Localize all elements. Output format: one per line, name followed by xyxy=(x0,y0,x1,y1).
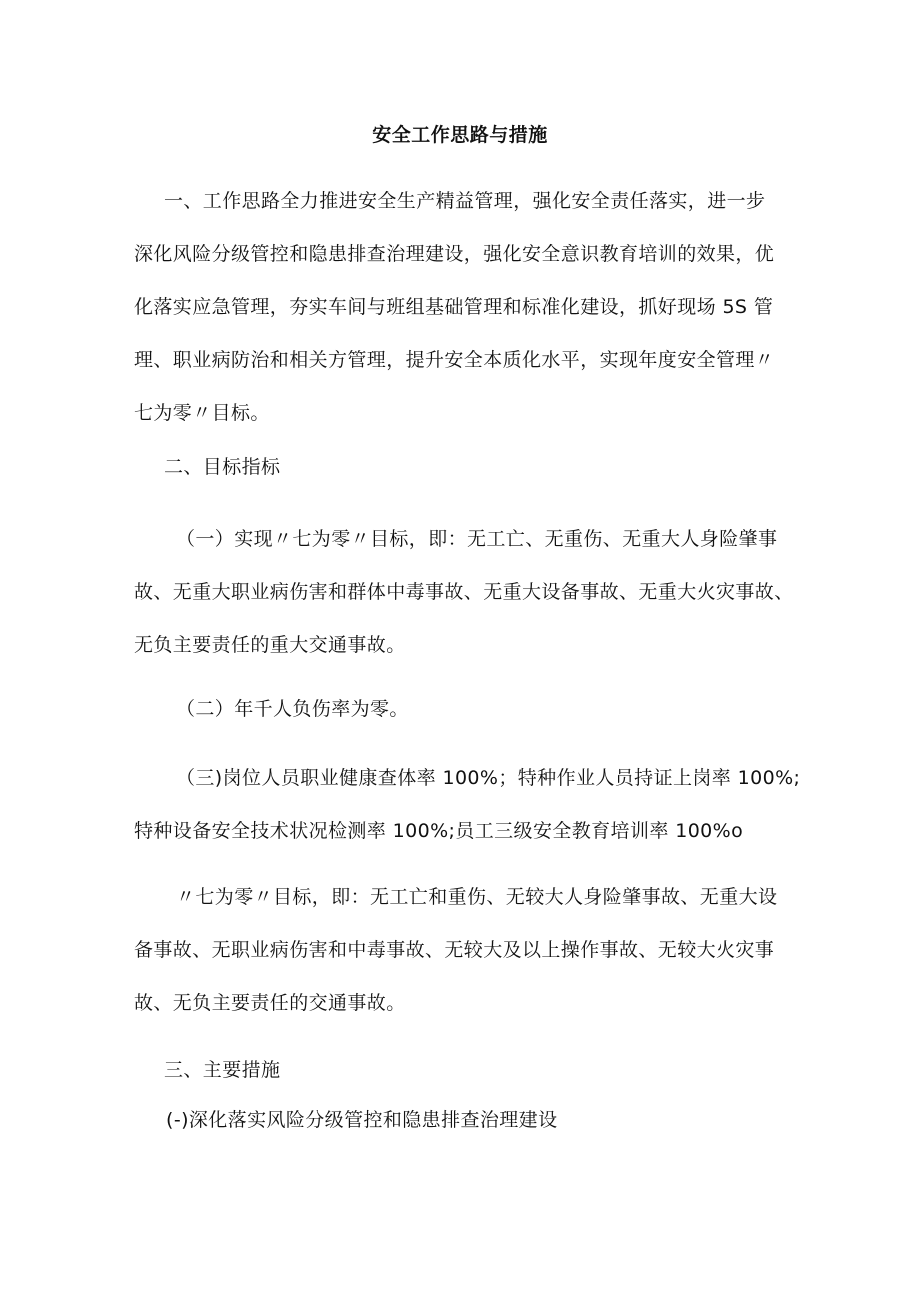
paragraph-line: 故、无重大职业病伤害和群体中毒事故、无重大设备事故、无重大火灾事故、 xyxy=(134,581,794,603)
measure-subheading-1 xyxy=(166,1094,826,1147)
paragraph-line: 备事故、无职业病伤害和中毒事故、无较大及以上操作事故、无较大火灾事 xyxy=(134,939,775,961)
paragraph-line: （二）年千人负伤率为零。 xyxy=(176,698,409,720)
paragraph-line: 特种设备安全技术状况检测率 100%;员工三级安全教育培训率 100%o xyxy=(134,820,744,842)
section-heading-measures xyxy=(164,1044,824,1097)
subheading: (-)深化落实风险分级管控和隐患排查治理建设 xyxy=(166,1109,558,1131)
paragraph-line: 理、职业病防治和相关方管理，提升安全本质化水平，实现年度安全管理〃 xyxy=(134,349,775,371)
paragraph-line: 故、无负主要责任的交通事故。 xyxy=(134,992,406,1014)
paragraph-line: 深化风险分级管控和隐患排查治理建设，强化安全意识教育培训的效果，优 xyxy=(134,243,775,265)
section-heading: 三、主要措施 xyxy=(164,1059,281,1081)
paragraph-line: 一、工作思路全力推进安全生产精益管理，强化安全责任落实，进一步 xyxy=(164,190,766,212)
target-item-1 xyxy=(134,513,796,672)
target-item-2 xyxy=(176,683,836,736)
section-work-approach xyxy=(134,175,796,440)
document-title: 安全工作思路与措施 xyxy=(372,124,548,146)
paragraph-line: 化落实应急管理，夯实车间与班组基础管理和标准化建设，抓好现场 5S 管 xyxy=(134,296,774,318)
paragraph-line: 七为零〃目标。 xyxy=(134,402,270,424)
paragraph-line: （三)岗位人员职业健康查体率 100%；特种作业人员持证上岗率 100%; xyxy=(176,767,801,789)
paragraph-line: （一）实现〃七为零〃目标，即：无工亡、无重伤、无重大人身险肇事 xyxy=(176,528,778,550)
section-heading-targets xyxy=(164,441,824,494)
section-heading: 二、目标指标 xyxy=(164,456,281,478)
target-item-3 xyxy=(134,752,801,858)
paragraph-line: 无负主要责任的重大交通事故。 xyxy=(134,634,406,656)
paragraph-line: 〃七为零〃目标，即：无工亡和重伤、无较大人身险肇事故、无重大设 xyxy=(176,886,778,908)
target-item-4 xyxy=(134,871,796,1030)
